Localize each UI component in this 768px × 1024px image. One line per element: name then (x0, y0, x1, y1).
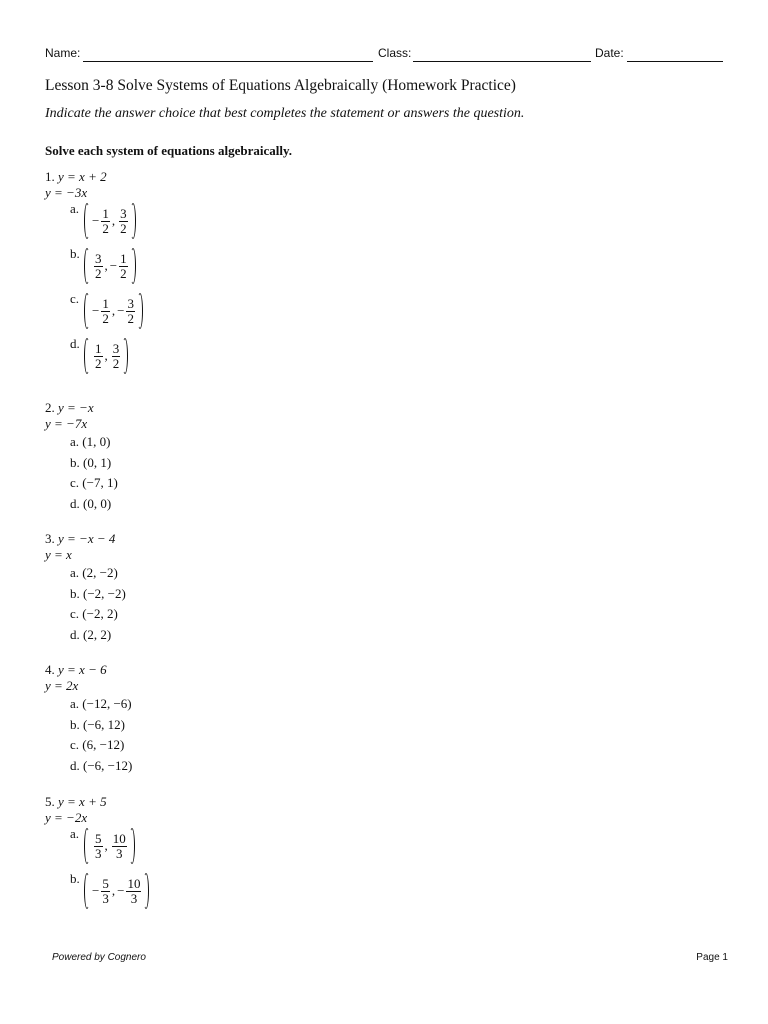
problem-2 (45, 400, 118, 514)
powered-by-footer: Powered by Cognero (52, 952, 146, 963)
equation-1: y = −x − 4 (58, 531, 116, 546)
answer-option-a[interactable]: a. $\frac{5}{3}$ , $\frac{10}{3}$ (70, 826, 107, 871)
section-heading: Solve each system of equations algebraically. (45, 143, 292, 158)
equation-1: y = x + 2 (58, 169, 107, 184)
equation-1: y = −x (58, 400, 94, 415)
date-field[interactable] (627, 61, 723, 62)
date-label: Date: (595, 46, 624, 60)
equation-2: y = 2x (45, 678, 79, 693)
answer-option-b[interactable]: b. $\frac{3}{2}$ , − $\frac{1}{2}$ (70, 246, 107, 291)
problem-4 (45, 662, 132, 776)
equation-2: y = −2x (45, 810, 88, 825)
answer-option-c[interactable]: c. (6, −12) (70, 737, 125, 752)
instructions: Indicate the answer choice that best completes the statement or answers the question. (45, 106, 525, 121)
problem-3 (45, 531, 126, 645)
class-field[interactable] (413, 61, 591, 62)
equation-1: y = x + 5 (58, 794, 107, 809)
problem-1 (45, 169, 134, 381)
problem-number: 1. (45, 169, 55, 184)
problem-number: 3. (45, 531, 55, 546)
lesson-title: Lesson 3-8 Solve Systems of Equations Algebraically (Homework Practice) (45, 77, 516, 94)
equation-2: y = −7x (45, 416, 88, 431)
problem-number: 4. (45, 662, 55, 677)
equation-2: y = −3x (45, 185, 88, 200)
answer-option-a[interactable]: a. (−12, −6) (70, 696, 132, 711)
student-info-header (45, 46, 725, 66)
answer-option-b[interactable]: b. − $\frac{5}{3}$ , − $\frac{10}{3}$ (70, 871, 107, 916)
answer-option-b[interactable]: b. (−6, 12) (70, 716, 125, 732)
answer-option-b[interactable]: b. (0, 1) (70, 454, 112, 470)
answer-option-a[interactable]: a. (1, 0) (70, 434, 111, 449)
page-number: Page 1 (696, 952, 728, 963)
answer-option-d[interactable]: d. (−6, −12) (70, 757, 133, 773)
problem-number: 5. (45, 794, 55, 809)
equation-1: y = x − 6 (58, 662, 107, 677)
answer-option-c[interactable]: c. (−7, 1) (70, 475, 118, 490)
problem-number: 2. (45, 400, 55, 415)
equation-2: y = x (45, 547, 72, 562)
answer-option-d[interactable]: d. (0, 0) (70, 495, 112, 511)
name-label: Name: (45, 46, 81, 60)
problem-5 (45, 794, 141, 916)
answer-option-d[interactable]: d. (2, 2) (70, 626, 112, 642)
class-label: Class: (378, 46, 412, 60)
answer-option-c[interactable]: c. (−2, 2) (70, 606, 118, 621)
answer-option-c[interactable]: c. − $\frac{1}{2}$ , − $\frac{3}{2}$ (70, 291, 107, 336)
name-field[interactable] (83, 61, 373, 62)
answer-option-b[interactable]: b. (−2, −2) (70, 585, 126, 601)
answer-option-a[interactable]: a. − $\frac{1}{2}$ , $\frac{3}{2}$ (70, 201, 107, 246)
answer-option-d[interactable]: d. $\frac{1}{2}$ , $\frac{3}{2}$ (70, 336, 107, 381)
answer-option-a[interactable]: a. (2, −2) (70, 565, 118, 580)
